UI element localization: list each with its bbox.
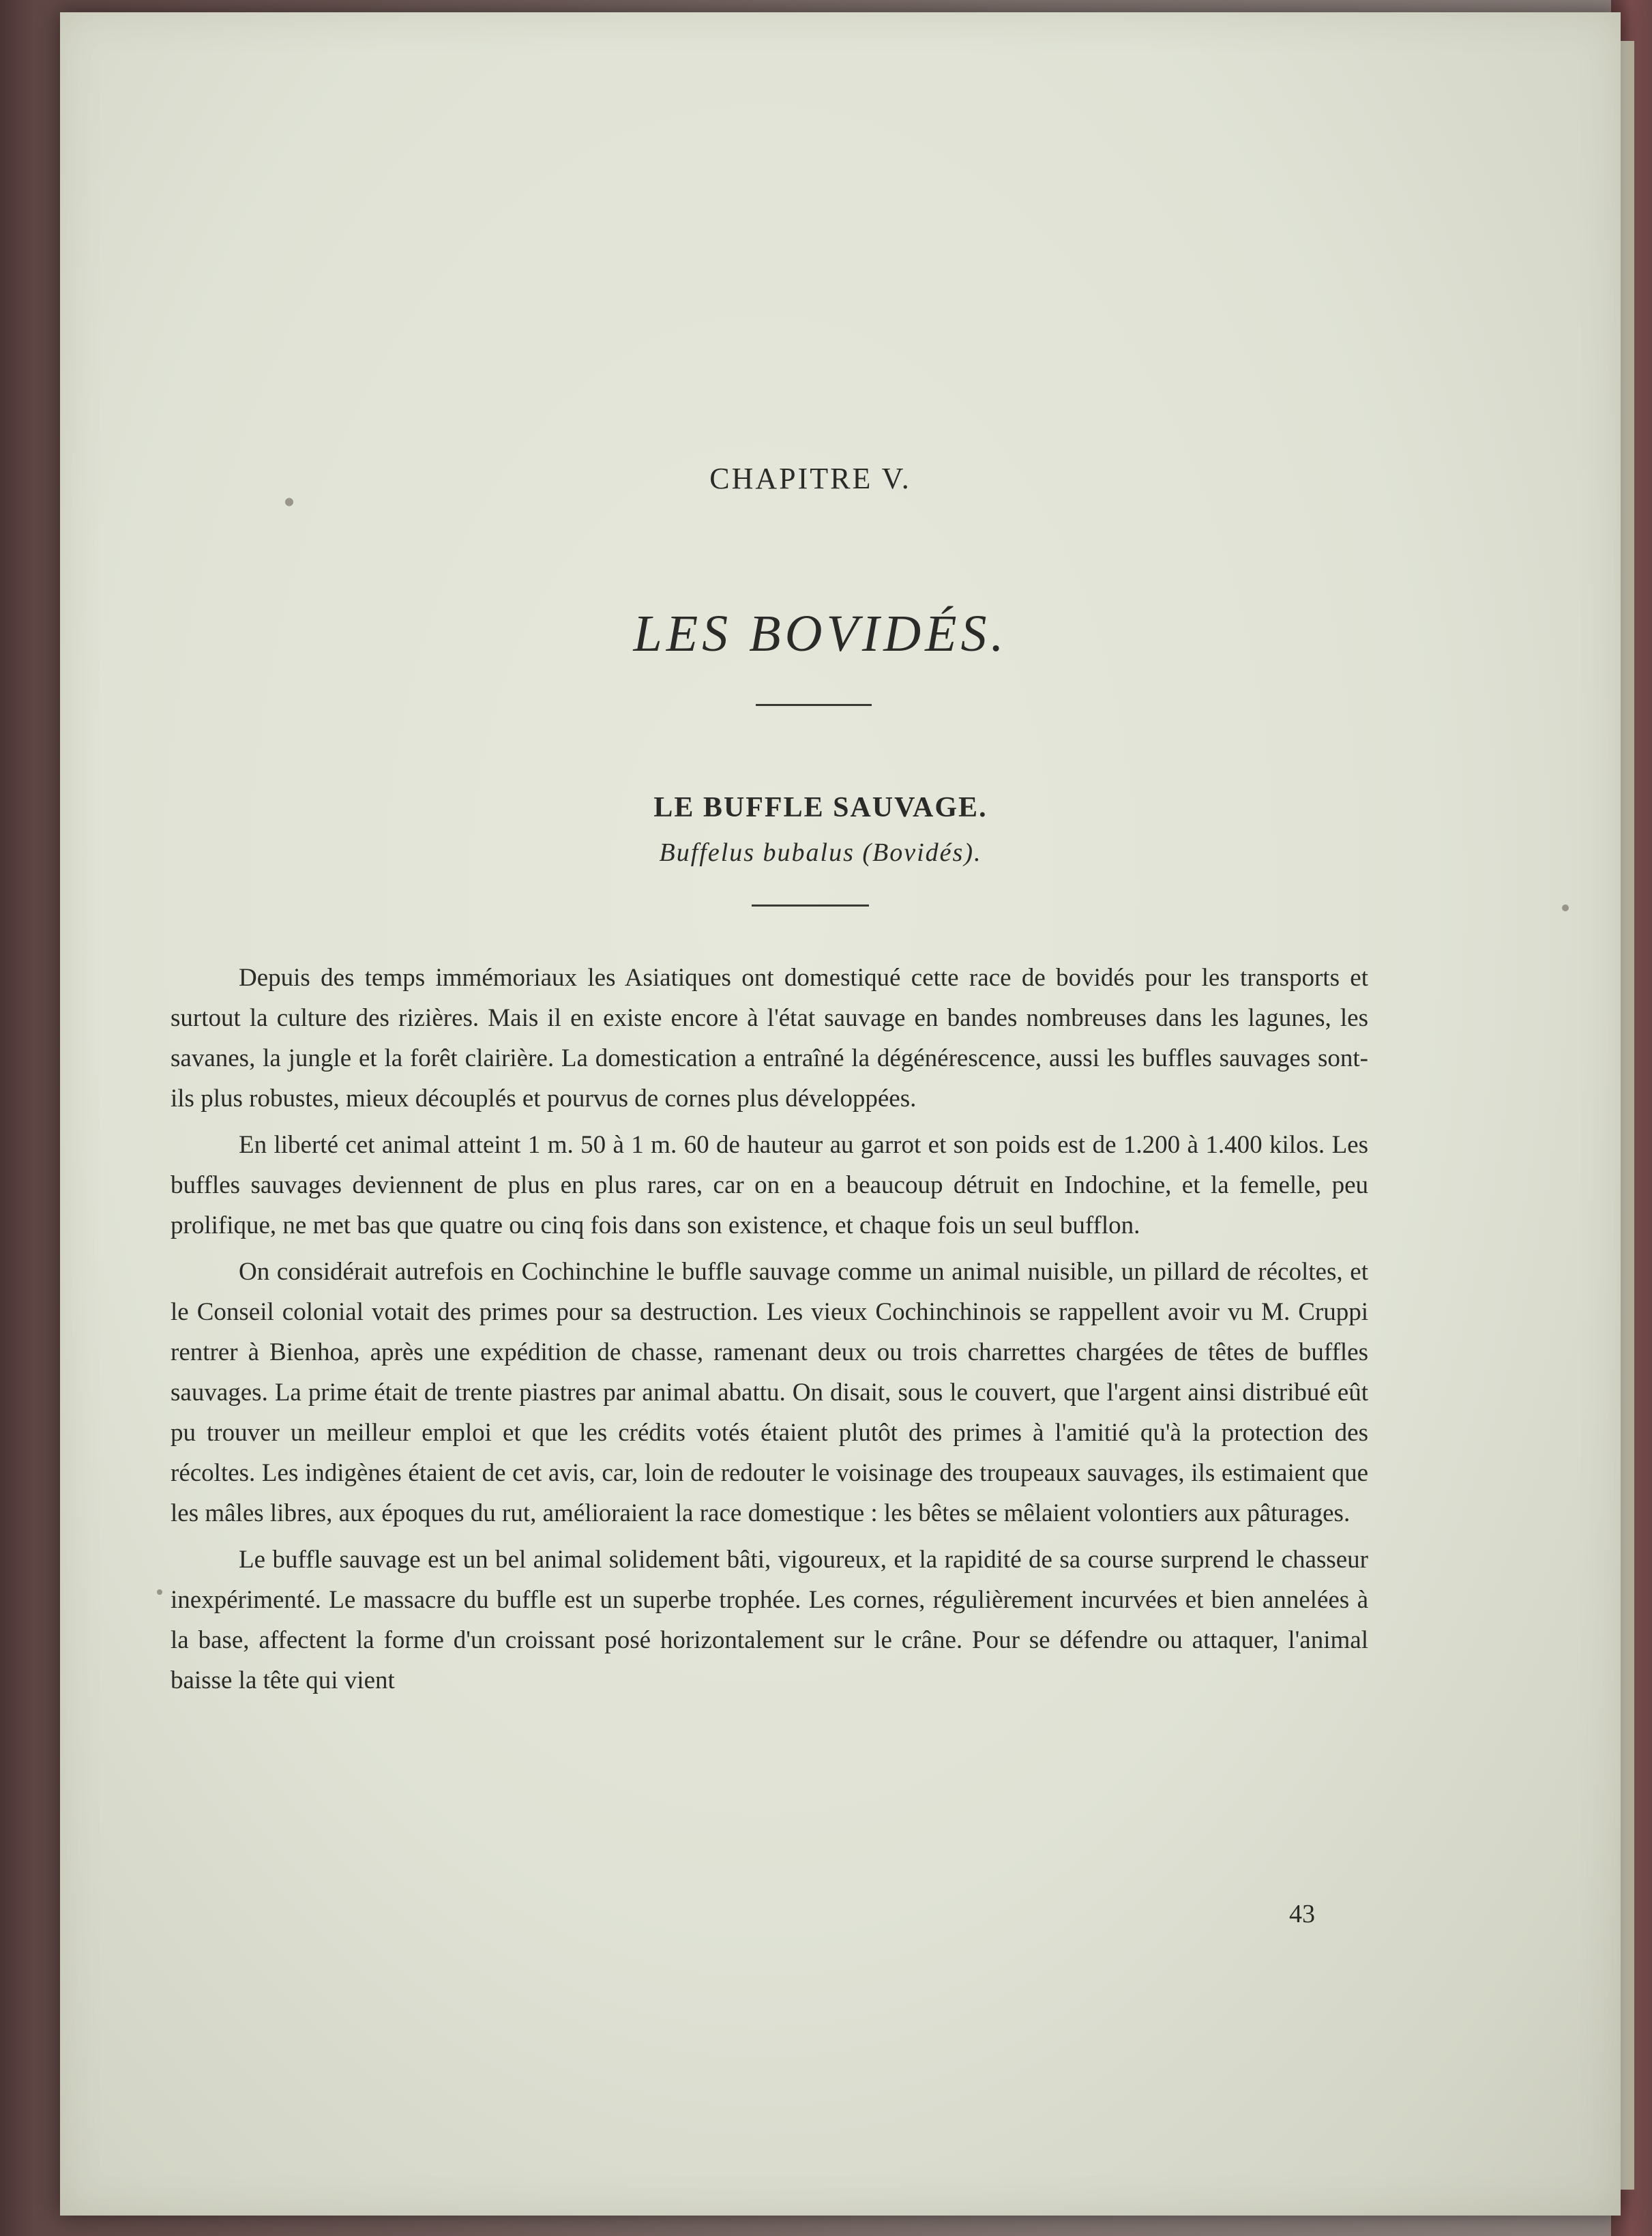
- paper-speck: [157, 1589, 162, 1595]
- paper-speck: [1562, 904, 1569, 911]
- book-page: [60, 12, 1621, 2216]
- section-title: LE BUFFLE SAUVAGE.: [653, 792, 988, 823]
- title-divider: [756, 704, 872, 706]
- paper-speck: [285, 498, 293, 506]
- chapter-heading: CHAPITRE V.: [709, 462, 911, 495]
- page-title: LES BOVIDÉS.: [633, 605, 1008, 662]
- page-stack-edge: [1621, 41, 1634, 2190]
- paragraph: Depuis des temps immémoriaux les Asiatiques ont domestiqué cette race de bovidés pour les transports et surtout la culture des rizières. Mais il en existe encore à l'état sauvage en bandes nombreuses dans les lagunes, les savanes, la jungle et la forêt clairière. La domestication a entraîné la dégénérescence, aussi les buffles sauvages sont-ils plus robustes, mieux découplés et pourvus de cornes plus développées.: [171, 964, 1368, 1113]
- paragraph: En liberté cet animal atteint 1 m. 50 à 1 m. 60 de hauteur au garrot et son poids est de 1.200 à 1.400 kilos. Les buffles sauvages deviennent de plus en plus rares, car on en a beaucoup détruit en Indochine, et la femelle, peu prolifique, ne met bas que quatre ou cinq fois dans son existence, et chaque fois un seul bufflon.: [171, 1131, 1368, 1239]
- section-divider: [752, 904, 869, 907]
- section-subtitle: Buffelus bubalus (Bovidés).: [659, 838, 982, 867]
- page-number: 43: [1289, 1900, 1315, 1928]
- paragraph: On considérait autrefois en Cochinchine le buffle sauvage comme un animal nuisible, un pillard de récoltes, et le Conseil colonial votait des primes pour sa destruction. Les vieux Cochinchinois se rappellent avoir vu M. Cruppi rentrer à Bienhoa, après une expédition de chasse, ramenant deux ou trois charrettes chargées de têtes de buffles sauvages. La prime était de trente piastres par animal abattu. On disait, sous le couvert, que l'argent ainsi distribué eût pu trouver un meilleur emploi et que les crédits votés étaient plutôt des primes à l'amitié qu'à la protection des récoltes. Les indigènes étaient de cet avis, car, loin de redouter le voisinage des troupeaux sauvages, ils estimaient que les mâles libres, aux époques du rut, amélioraient la race domestique : les bêtes se mêlaient volontiers aux pâturages.: [171, 1258, 1368, 1527]
- paragraph: Le buffle sauvage est un bel animal solidement bâti, vigoureux, et la rapidité de sa course surprend le chasseur inexpérimenté. Le massacre du buffle est un superbe trophée. Les cornes, régulièrement incurvées et bien annelées à la base, affectent la forme d'un croissant posé horizontalement sur le crâne. Pour se défendre ou attaquer, l'animal baisse la tête qui vient: [171, 1546, 1368, 1694]
- body-text: [171, 958, 1368, 1707]
